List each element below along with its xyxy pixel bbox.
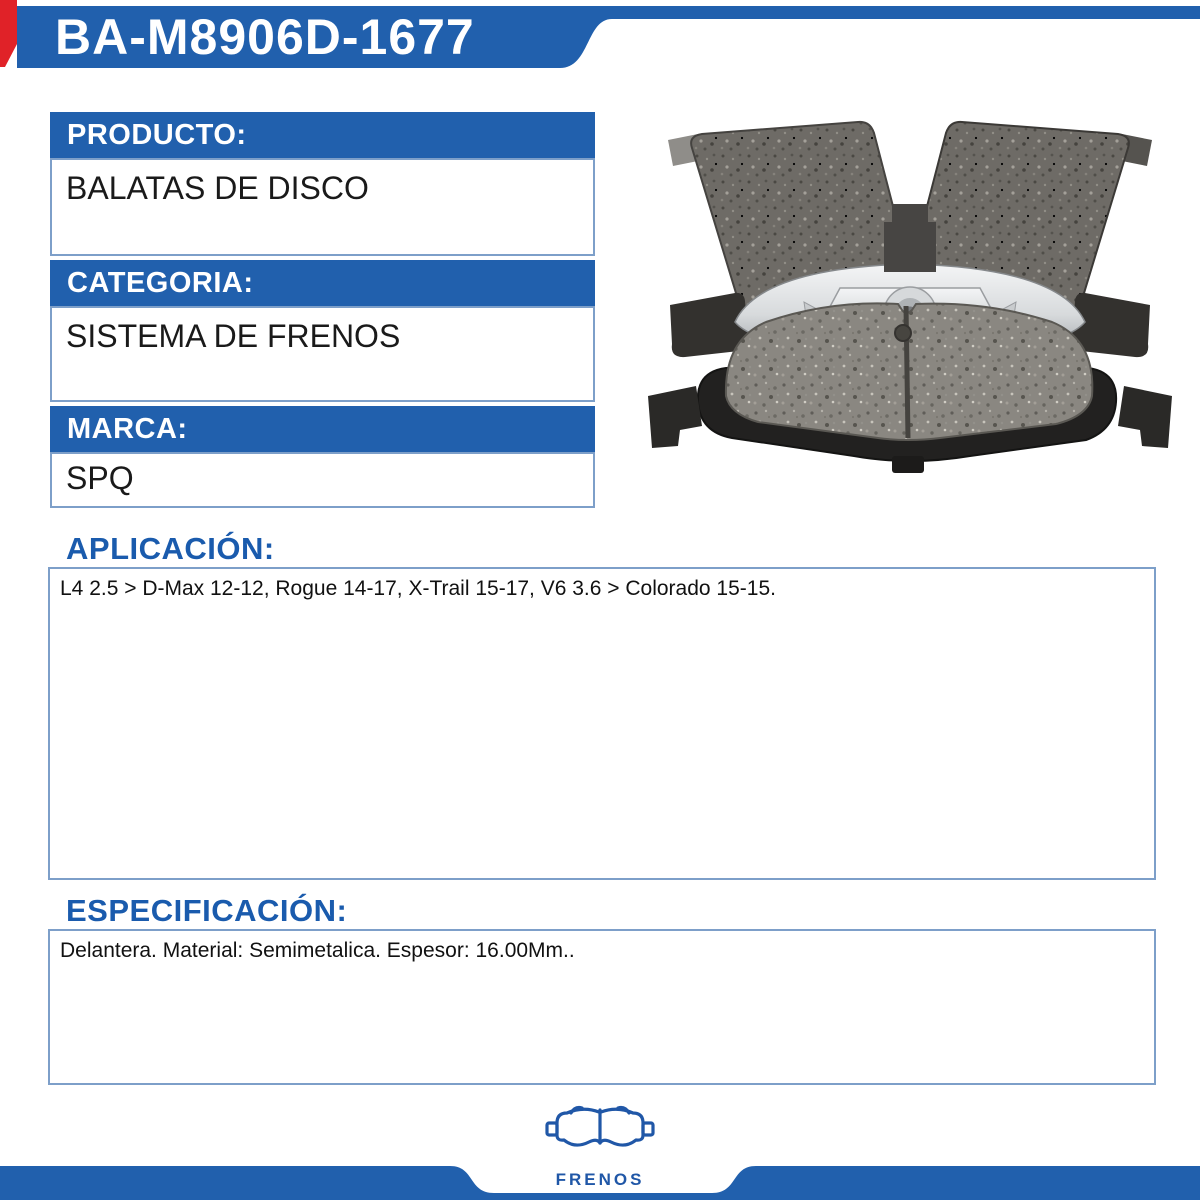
especificacion-heading: ESPECIFICACIÓN:: [66, 893, 348, 928]
marca-value: SPQ: [50, 452, 595, 508]
categoria-value: SISTEMA DE FRENOS: [50, 306, 595, 402]
red-accent: [0, 0, 17, 67]
brake-pad-icon: [545, 1103, 655, 1161]
aplicacion-heading: APLICACIÓN:: [66, 531, 275, 566]
categoria-section-header: CATEGORIA:: [50, 260, 595, 306]
product-image: [640, 100, 1180, 500]
footer-brand-label: FRENOS: [555, 1170, 645, 1189]
aplicacion-value: L4 2.5 > D-Max 12-12, Rogue 14-17, X-Trail 15-17, V6 3.6 > Colorado 15-15.: [48, 567, 1156, 880]
part-number-title: BA-M8906D-1677: [55, 9, 475, 65]
marca-section-header: MARCA:: [50, 406, 595, 452]
producto-value: BALATAS DE DISCO: [50, 158, 595, 256]
especificacion-value: Delantera. Material: Semimetalica. Espesor: 16.00Mm..: [48, 929, 1156, 1085]
producto-section-header: PRODUCTO:: [50, 112, 595, 158]
